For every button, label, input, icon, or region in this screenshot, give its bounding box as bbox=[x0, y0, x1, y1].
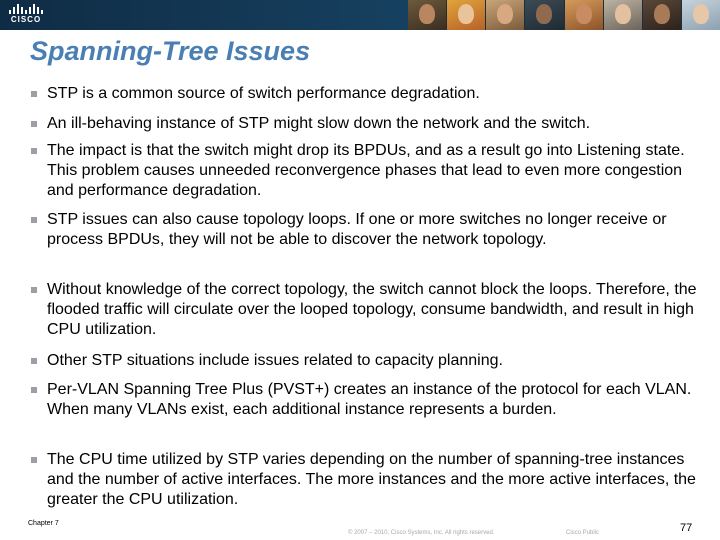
bullet-marker-icon bbox=[31, 287, 37, 293]
bullet-text: An ill-behaving instance of STP might slow down the network and the switch. bbox=[47, 115, 591, 132]
header-photo bbox=[525, 0, 563, 30]
cisco-logo-bars-icon bbox=[8, 3, 44, 14]
bullet-marker-icon bbox=[31, 387, 37, 393]
bullet-item bbox=[28, 380, 708, 420]
bullet-item bbox=[28, 84, 708, 104]
bullet-text: The CPU time utilized by STP varies depending on the number of spanning-tree instances and the number of active interfaces. The more instances and the more active interfaces, the greater the CPU utilization. bbox=[47, 451, 696, 508]
footer-chapter: Chapter 7 bbox=[28, 520, 59, 527]
bullet-marker-icon bbox=[31, 148, 37, 154]
bullet-marker-icon bbox=[31, 91, 37, 97]
bullet-text: Other STP situations include issues related to capacity planning. bbox=[47, 352, 503, 369]
bullet-item bbox=[28, 210, 708, 250]
slide-title: Spanning-Tree Issues bbox=[30, 36, 311, 66]
bullet-text: Without knowledge of the correct topology, the switch cannot block the loops. Therefore, the flooded traffic will circulate over the looped topology, consume bandwidth, and result in high CPU utilization. bbox=[47, 281, 697, 338]
bullet-marker-icon bbox=[31, 358, 37, 364]
header-photo bbox=[486, 0, 524, 30]
bullet-text: Per-VLAN Spanning Tree Plus (PVST+) creates an instance of the protocol for each VLAN. When many VLANs exist, each additional instance represents a burden. bbox=[47, 381, 692, 418]
header-photo bbox=[682, 0, 720, 30]
cisco-logo-text: CISCO bbox=[10, 15, 42, 24]
bullet-item bbox=[28, 450, 708, 510]
bullet-item bbox=[28, 280, 708, 340]
bullet-marker-icon bbox=[31, 121, 37, 127]
bullet-marker-icon bbox=[31, 217, 37, 223]
header-photo bbox=[565, 0, 603, 30]
page-number: 77 bbox=[680, 522, 693, 534]
cisco-logo bbox=[8, 3, 44, 27]
bullet-marker-icon bbox=[31, 457, 37, 463]
footer-copyright: © 2007 – 2010, Cisco Systems, Inc. All rights reserved. bbox=[348, 530, 495, 536]
header-photo bbox=[447, 0, 485, 30]
bullet-item bbox=[28, 114, 708, 134]
bullet-text: The impact is that the switch might drop its BPDUs, and as a result go into Listening state. This problem causes unneeded reconvergence phases that lead to even more congestion and performance degradation. bbox=[47, 142, 685, 199]
header-photo bbox=[604, 0, 642, 30]
bullet-text: STP issues can also cause topology loops. If one or more switches no longer receive or process BPDUs, they will not be able to discover the network topology. bbox=[47, 211, 667, 248]
footer-classification: Cisco Public bbox=[566, 530, 600, 536]
header-photo-strip bbox=[408, 0, 720, 30]
bullet-item bbox=[28, 351, 708, 371]
bullet-item bbox=[28, 141, 708, 201]
bullet-text: STP is a common source of switch performance degradation. bbox=[47, 85, 480, 102]
header-photo bbox=[643, 0, 681, 30]
header-photo bbox=[408, 0, 446, 30]
